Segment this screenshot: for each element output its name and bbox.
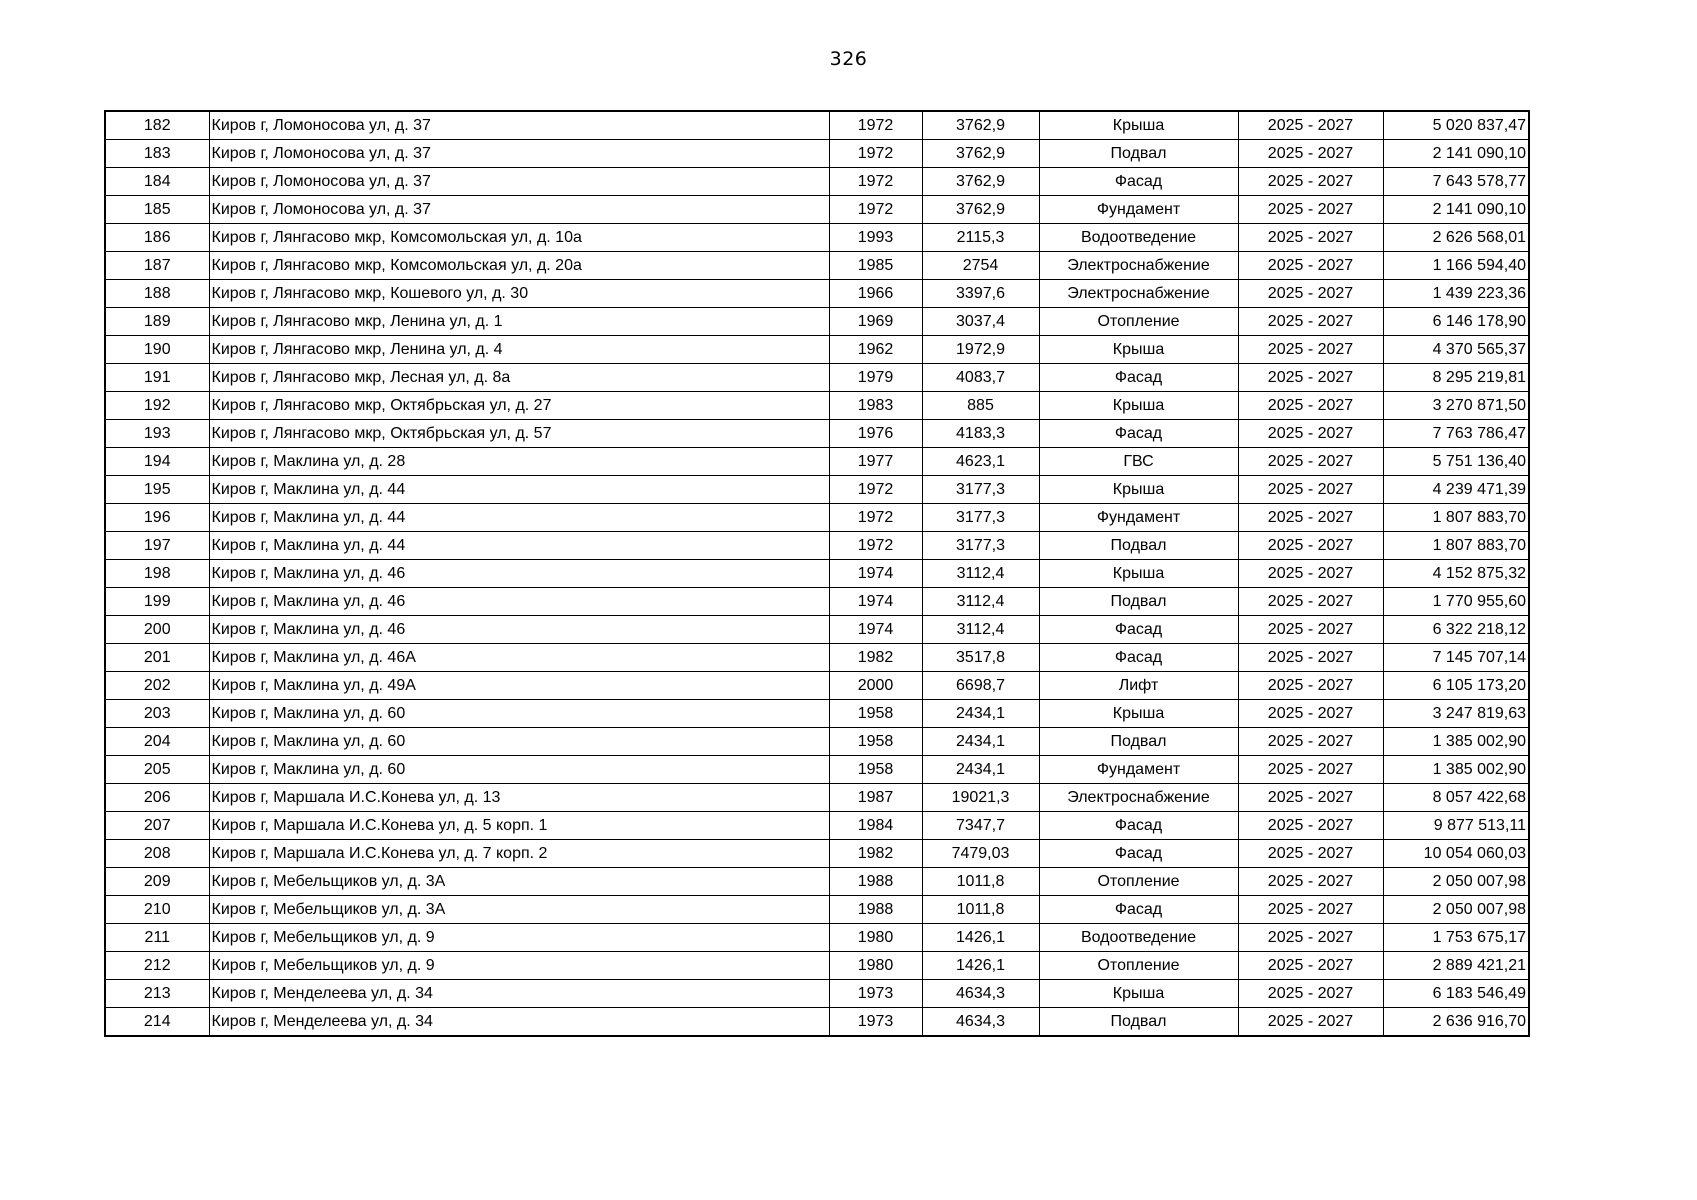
table-row: [105, 336, 1529, 364]
address-cell: Киров г, Мебельщиков ул, д. 3А: [209, 868, 829, 896]
row-number-cell: 193: [105, 420, 209, 448]
work-type-cell: ГВС: [1039, 448, 1238, 476]
row-number-cell: 188: [105, 280, 209, 308]
build-year-cell: 1972: [829, 504, 922, 532]
row-number-cell: 209: [105, 868, 209, 896]
row-number-cell: 213: [105, 980, 209, 1008]
cost-cell: 6 322 218,12: [1383, 616, 1529, 644]
table-row: [105, 476, 1529, 504]
period-cell: 2025 - 2027: [1238, 111, 1383, 140]
area-cell: 4083,7: [922, 364, 1039, 392]
work-type-cell: Отопление: [1039, 952, 1238, 980]
address-cell: Киров г, Лянгасово мкр, Ленина ул, д. 4: [209, 336, 829, 364]
build-year-cell: 1974: [829, 616, 922, 644]
area-cell: 1011,8: [922, 868, 1039, 896]
build-year-cell: 1972: [829, 196, 922, 224]
address-cell: Киров г, Мебельщиков ул, д. 9: [209, 952, 829, 980]
address-cell: Киров г, Лянгасово мкр, Кошевого ул, д. 30: [209, 280, 829, 308]
page-number: 326: [829, 48, 868, 70]
area-cell: 2434,1: [922, 700, 1039, 728]
row-number-cell: 212: [105, 952, 209, 980]
build-year-cell: 1985: [829, 252, 922, 280]
area-cell: 3762,9: [922, 140, 1039, 168]
build-year-cell: 1982: [829, 840, 922, 868]
row-number-cell: 198: [105, 560, 209, 588]
area-cell: 1426,1: [922, 924, 1039, 952]
period-cell: 2025 - 2027: [1238, 588, 1383, 616]
area-cell: 3762,9: [922, 168, 1039, 196]
table-row: [105, 756, 1529, 784]
table-row: [105, 280, 1529, 308]
table-row: [105, 364, 1529, 392]
table-row: [105, 504, 1529, 532]
build-year-cell: 1987: [829, 784, 922, 812]
period-cell: 2025 - 2027: [1238, 812, 1383, 840]
period-cell: 2025 - 2027: [1238, 784, 1383, 812]
cost-cell: 3 247 819,63: [1383, 700, 1529, 728]
row-number-cell: 210: [105, 896, 209, 924]
area-cell: 3112,4: [922, 588, 1039, 616]
period-cell: 2025 - 2027: [1238, 560, 1383, 588]
table-row: [105, 784, 1529, 812]
period-cell: 2025 - 2027: [1238, 644, 1383, 672]
period-cell: 2025 - 2027: [1238, 224, 1383, 252]
build-year-cell: 1973: [829, 980, 922, 1008]
work-type-cell: Подвал: [1039, 588, 1238, 616]
table-row: [105, 840, 1529, 868]
period-cell: 2025 - 2027: [1238, 280, 1383, 308]
row-number-cell: 185: [105, 196, 209, 224]
address-cell: Киров г, Маклина ул, д. 60: [209, 728, 829, 756]
row-number-cell: 199: [105, 588, 209, 616]
period-cell: 2025 - 2027: [1238, 756, 1383, 784]
area-cell: 2434,1: [922, 728, 1039, 756]
area-cell: 3517,8: [922, 644, 1039, 672]
area-cell: 7347,7: [922, 812, 1039, 840]
cost-cell: 4 239 471,39: [1383, 476, 1529, 504]
cost-cell: 5 751 136,40: [1383, 448, 1529, 476]
cost-cell: 1 385 002,90: [1383, 728, 1529, 756]
area-cell: 4623,1: [922, 448, 1039, 476]
work-type-cell: Крыша: [1039, 111, 1238, 140]
address-cell: Киров г, Ломоносова ул, д. 37: [209, 196, 829, 224]
table-row: [105, 224, 1529, 252]
period-cell: 2025 - 2027: [1238, 1008, 1383, 1037]
period-cell: 2025 - 2027: [1238, 392, 1383, 420]
cost-cell: 6 183 546,49: [1383, 980, 1529, 1008]
period-cell: 2025 - 2027: [1238, 336, 1383, 364]
period-cell: 2025 - 2027: [1238, 924, 1383, 952]
row-number-cell: 184: [105, 168, 209, 196]
address-cell: Киров г, Маршала И.С.Конева ул, д. 5 корп. 1: [209, 812, 829, 840]
cost-cell: 9 877 513,11: [1383, 812, 1529, 840]
period-cell: 2025 - 2027: [1238, 252, 1383, 280]
work-type-cell: Крыша: [1039, 560, 1238, 588]
cost-cell: 7 643 578,77: [1383, 168, 1529, 196]
row-number-cell: 207: [105, 812, 209, 840]
table-row: [105, 672, 1529, 700]
work-type-cell: Водоотведение: [1039, 924, 1238, 952]
table-row: [105, 252, 1529, 280]
row-number-cell: 214: [105, 1008, 209, 1037]
table-row: [105, 700, 1529, 728]
cost-cell: 7 145 707,14: [1383, 644, 1529, 672]
address-cell: Киров г, Менделеева ул, д. 34: [209, 980, 829, 1008]
address-cell: Киров г, Маклина ул, д. 46А: [209, 644, 829, 672]
build-year-cell: 1966: [829, 280, 922, 308]
work-type-cell: Фасад: [1039, 168, 1238, 196]
row-number-cell: 208: [105, 840, 209, 868]
table-row: [105, 448, 1529, 476]
period-cell: 2025 - 2027: [1238, 196, 1383, 224]
cost-cell: 2 141 090,10: [1383, 140, 1529, 168]
cost-cell: 2 889 421,21: [1383, 952, 1529, 980]
period-cell: 2025 - 2027: [1238, 504, 1383, 532]
area-cell: 1011,8: [922, 896, 1039, 924]
build-year-cell: 1972: [829, 140, 922, 168]
table-row: [105, 588, 1529, 616]
work-type-cell: Крыша: [1039, 476, 1238, 504]
build-year-cell: 1962: [829, 336, 922, 364]
period-cell: 2025 - 2027: [1238, 728, 1383, 756]
address-cell: Киров г, Лянгасово мкр, Комсомольская ул, д. 20а: [209, 252, 829, 280]
table-row: [105, 140, 1529, 168]
row-number-cell: 196: [105, 504, 209, 532]
row-number-cell: 195: [105, 476, 209, 504]
table-row: [105, 644, 1529, 672]
work-type-cell: Фасад: [1039, 896, 1238, 924]
work-type-cell: Фасад: [1039, 616, 1238, 644]
address-cell: Киров г, Маклина ул, д. 46: [209, 616, 829, 644]
period-cell: 2025 - 2027: [1238, 364, 1383, 392]
build-year-cell: 1972: [829, 168, 922, 196]
cost-cell: 8 057 422,68: [1383, 784, 1529, 812]
work-type-cell: Фасад: [1039, 364, 1238, 392]
row-number-cell: 182: [105, 111, 209, 140]
address-cell: Киров г, Маклина ул, д. 44: [209, 532, 829, 560]
work-type-cell: Отопление: [1039, 868, 1238, 896]
work-type-cell: Водоотведение: [1039, 224, 1238, 252]
row-number-cell: 206: [105, 784, 209, 812]
table-row: [105, 168, 1529, 196]
period-cell: 2025 - 2027: [1238, 140, 1383, 168]
address-cell: Киров г, Лянгасово мкр, Комсомольская ул, д. 10а: [209, 224, 829, 252]
area-cell: 1426,1: [922, 952, 1039, 980]
area-cell: 2434,1: [922, 756, 1039, 784]
row-number-cell: 183: [105, 140, 209, 168]
address-cell: Киров г, Маклина ул, д. 28: [209, 448, 829, 476]
row-number-cell: 194: [105, 448, 209, 476]
table-row: [105, 896, 1529, 924]
period-cell: 2025 - 2027: [1238, 476, 1383, 504]
area-cell: 3037,4: [922, 308, 1039, 336]
build-year-cell: 1969: [829, 308, 922, 336]
period-cell: 2025 - 2027: [1238, 840, 1383, 868]
table-row: [105, 868, 1529, 896]
work-type-cell: Крыша: [1039, 392, 1238, 420]
build-year-cell: 1988: [829, 896, 922, 924]
build-year-cell: 1958: [829, 700, 922, 728]
address-cell: Киров г, Ломоносова ул, д. 37: [209, 111, 829, 140]
address-cell: Киров г, Лянгасово мкр, Ленина ул, д. 1: [209, 308, 829, 336]
area-cell: 6698,7: [922, 672, 1039, 700]
area-cell: 885: [922, 392, 1039, 420]
work-type-cell: Крыша: [1039, 980, 1238, 1008]
address-cell: Киров г, Маклина ул, д. 46: [209, 588, 829, 616]
period-cell: 2025 - 2027: [1238, 168, 1383, 196]
cost-cell: 4 370 565,37: [1383, 336, 1529, 364]
work-type-cell: Крыша: [1039, 336, 1238, 364]
cost-cell: 4 152 875,32: [1383, 560, 1529, 588]
table-row: [105, 952, 1529, 980]
cost-cell: 3 270 871,50: [1383, 392, 1529, 420]
work-type-cell: Электроснабжение: [1039, 784, 1238, 812]
area-cell: 3112,4: [922, 560, 1039, 588]
period-cell: 2025 - 2027: [1238, 448, 1383, 476]
row-number-cell: 190: [105, 336, 209, 364]
cost-cell: 7 763 786,47: [1383, 420, 1529, 448]
area-cell: 4183,3: [922, 420, 1039, 448]
address-cell: Киров г, Мебельщиков ул, д. 3А: [209, 896, 829, 924]
address-cell: Киров г, Менделеева ул, д. 34: [209, 1008, 829, 1037]
address-cell: Киров г, Маклина ул, д. 60: [209, 700, 829, 728]
area-cell: 2115,3: [922, 224, 1039, 252]
work-type-cell: Лифт: [1039, 672, 1238, 700]
build-year-cell: 1993: [829, 224, 922, 252]
table-row: [105, 196, 1529, 224]
row-number-cell: 201: [105, 644, 209, 672]
work-type-cell: Подвал: [1039, 728, 1238, 756]
work-type-cell: Электроснабжение: [1039, 280, 1238, 308]
cost-cell: 1 807 883,70: [1383, 504, 1529, 532]
period-cell: 2025 - 2027: [1238, 896, 1383, 924]
cost-cell: 2 050 007,98: [1383, 868, 1529, 896]
period-cell: 2025 - 2027: [1238, 420, 1383, 448]
period-cell: 2025 - 2027: [1238, 672, 1383, 700]
build-year-cell: 1974: [829, 588, 922, 616]
period-cell: 2025 - 2027: [1238, 952, 1383, 980]
cost-cell: 1 770 955,60: [1383, 588, 1529, 616]
build-year-cell: 1976: [829, 420, 922, 448]
table-row: [105, 924, 1529, 952]
address-cell: Киров г, Маршала И.С.Конева ул, д. 7 корп. 2: [209, 840, 829, 868]
build-year-cell: 1983: [829, 392, 922, 420]
cost-cell: 5 020 837,47: [1383, 111, 1529, 140]
row-number-cell: 211: [105, 924, 209, 952]
row-number-cell: 186: [105, 224, 209, 252]
build-year-cell: 1984: [829, 812, 922, 840]
cost-cell: 6 146 178,90: [1383, 308, 1529, 336]
table-row: [105, 560, 1529, 588]
address-cell: Киров г, Ломоносова ул, д. 37: [209, 140, 829, 168]
build-year-cell: 1980: [829, 924, 922, 952]
work-type-cell: Фундамент: [1039, 196, 1238, 224]
period-cell: 2025 - 2027: [1238, 980, 1383, 1008]
build-year-cell: 1972: [829, 111, 922, 140]
area-cell: 3177,3: [922, 532, 1039, 560]
build-year-cell: 1958: [829, 756, 922, 784]
row-number-cell: 200: [105, 616, 209, 644]
table-row: [105, 1008, 1529, 1037]
cost-cell: 2 141 090,10: [1383, 196, 1529, 224]
period-cell: 2025 - 2027: [1238, 532, 1383, 560]
cost-cell: 2 636 916,70: [1383, 1008, 1529, 1037]
build-year-cell: 1973: [829, 1008, 922, 1037]
build-year-cell: 1977: [829, 448, 922, 476]
row-number-cell: 202: [105, 672, 209, 700]
area-cell: 19021,3: [922, 784, 1039, 812]
build-year-cell: 1979: [829, 364, 922, 392]
build-year-cell: 1988: [829, 868, 922, 896]
period-cell: 2025 - 2027: [1238, 868, 1383, 896]
table-row: [105, 420, 1529, 448]
area-cell: 3177,3: [922, 504, 1039, 532]
build-year-cell: 2000: [829, 672, 922, 700]
work-type-cell: Подвал: [1039, 532, 1238, 560]
row-number-cell: 197: [105, 532, 209, 560]
address-cell: Киров г, Маклина ул, д. 44: [209, 476, 829, 504]
area-cell: 3762,9: [922, 196, 1039, 224]
row-number-cell: 191: [105, 364, 209, 392]
address-cell: Киров г, Лянгасово мкр, Октябрьская ул, д. 57: [209, 420, 829, 448]
area-cell: 3762,9: [922, 111, 1039, 140]
work-type-cell: Подвал: [1039, 140, 1238, 168]
work-type-cell: Крыша: [1039, 700, 1238, 728]
row-number-cell: 204: [105, 728, 209, 756]
cost-cell: 10 054 060,03: [1383, 840, 1529, 868]
cost-cell: 6 105 173,20: [1383, 672, 1529, 700]
work-type-cell: Фундамент: [1039, 504, 1238, 532]
address-cell: Киров г, Ломоносова ул, д. 37: [209, 168, 829, 196]
address-cell: Киров г, Маклина ул, д. 49А: [209, 672, 829, 700]
work-type-cell: Электроснабжение: [1039, 252, 1238, 280]
address-cell: Киров г, Лянгасово мкр, Лесная ул, д. 8а: [209, 364, 829, 392]
work-type-cell: Фасад: [1039, 644, 1238, 672]
area-cell: 4634,3: [922, 1008, 1039, 1037]
capital-repair-table: [104, 110, 1530, 1037]
row-number-cell: 192: [105, 392, 209, 420]
table-row: [105, 308, 1529, 336]
area-cell: 3397,6: [922, 280, 1039, 308]
table-row: [105, 392, 1529, 420]
work-type-cell: Отопление: [1039, 308, 1238, 336]
row-number-cell: 187: [105, 252, 209, 280]
address-cell: Киров г, Маклина ул, д. 46: [209, 560, 829, 588]
table-row: [105, 532, 1529, 560]
cost-cell: 1 166 594,40: [1383, 252, 1529, 280]
area-cell: 1972,9: [922, 336, 1039, 364]
area-cell: 3112,4: [922, 616, 1039, 644]
work-type-cell: Фасад: [1039, 420, 1238, 448]
table-row: [105, 728, 1529, 756]
row-number-cell: 203: [105, 700, 209, 728]
address-cell: Киров г, Маклина ул, д. 44: [209, 504, 829, 532]
period-cell: 2025 - 2027: [1238, 308, 1383, 336]
cost-cell: 8 295 219,81: [1383, 364, 1529, 392]
build-year-cell: 1972: [829, 532, 922, 560]
table-row: [105, 812, 1529, 840]
work-type-cell: Подвал: [1039, 1008, 1238, 1037]
cost-cell: 1 439 223,36: [1383, 280, 1529, 308]
address-cell: Киров г, Маршала И.С.Конева ул, д. 13: [209, 784, 829, 812]
build-year-cell: 1972: [829, 476, 922, 504]
build-year-cell: 1982: [829, 644, 922, 672]
area-cell: 3177,3: [922, 476, 1039, 504]
table-row: [105, 616, 1529, 644]
address-cell: Киров г, Лянгасово мкр, Октябрьская ул, д. 27: [209, 392, 829, 420]
period-cell: 2025 - 2027: [1238, 616, 1383, 644]
cost-cell: 1 807 883,70: [1383, 532, 1529, 560]
address-cell: Киров г, Маклина ул, д. 60: [209, 756, 829, 784]
table-row: [105, 111, 1529, 140]
work-type-cell: Фасад: [1039, 812, 1238, 840]
cost-cell: 1 753 675,17: [1383, 924, 1529, 952]
table-body: [105, 111, 1529, 1036]
cost-cell: 2 050 007,98: [1383, 896, 1529, 924]
row-number-cell: 189: [105, 308, 209, 336]
build-year-cell: 1980: [829, 952, 922, 980]
area-cell: 7479,03: [922, 840, 1039, 868]
cost-cell: 2 626 568,01: [1383, 224, 1529, 252]
cost-cell: 1 385 002,90: [1383, 756, 1529, 784]
work-type-cell: Фасад: [1039, 840, 1238, 868]
period-cell: 2025 - 2027: [1238, 700, 1383, 728]
work-type-cell: Фундамент: [1039, 756, 1238, 784]
build-year-cell: 1958: [829, 728, 922, 756]
row-number-cell: 205: [105, 756, 209, 784]
table-row: [105, 980, 1529, 1008]
area-cell: 2754: [922, 252, 1039, 280]
area-cell: 4634,3: [922, 980, 1039, 1008]
build-year-cell: 1974: [829, 560, 922, 588]
address-cell: Киров г, Мебельщиков ул, д. 9: [209, 924, 829, 952]
